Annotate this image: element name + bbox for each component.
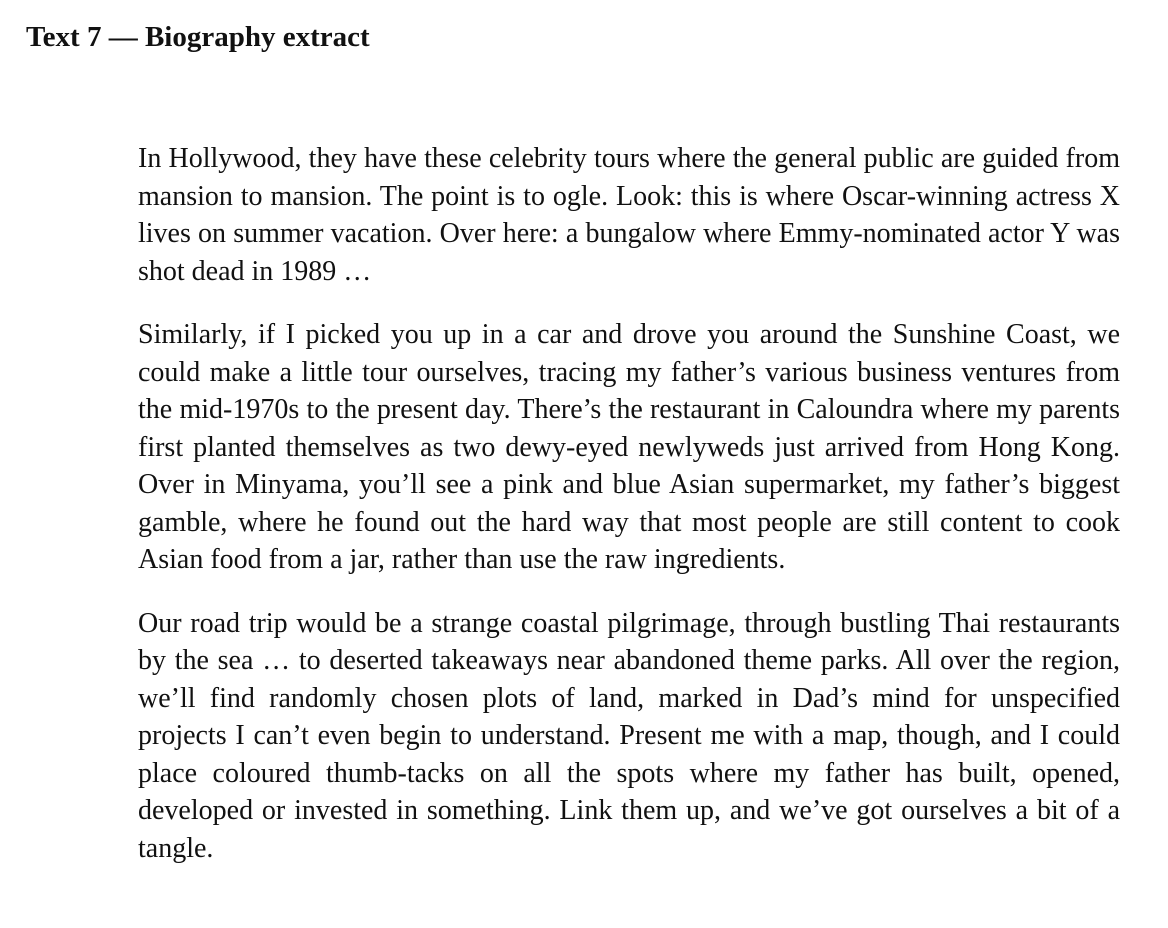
paragraph-3: Our road trip would be a strange coastal pilgrimage, through bustling Thai restaurants by the sea … to deserted takeaways near abandoned theme parks. All over the region, we’ll find randomly chosen plots of land, marked in Dad’s mind for unspecified projects I can’t even begin to understand. Present me with a map, though, and I could place coloured thumb-tacks on all the spots where my father has built, opened, developed or invested in something. Link them up, and we’ve got ourselves a bit of a tangle. <box>138 607 1120 864</box>
document-title: Text 7 — Biography extract <box>26 21 370 53</box>
extract-body <box>138 140 1120 867</box>
paragraph-2: Similarly, if I picked you up in a car and drove you around the Sunshine Coast, we could make a little tour ourselves, tracing my father’s various business ventures from the mid-1970s to the present day. There’s the restaurant in Caloundra where my parents first planted themselves as two dewy-eyed newlyweds just arrived from Hong Kong. Over in Minyama, you’ll see a pink and blue Asian supermarket, my father’s biggest gamble, where he found out the hard way that most people are still content to cook Asian food from a jar, rather than use the raw ingredients. <box>138 319 1120 575</box>
paragraph-1: In Hollywood, they have these celebrity tours where the general public are guided from mansion to mansion. The point is to ogle. Look: this is where Oscar-winning actress X lives on summer vacation. Over here: a bungalow where Emmy-nominated actor Y was shot dead in 1989 … <box>138 143 1120 287</box>
